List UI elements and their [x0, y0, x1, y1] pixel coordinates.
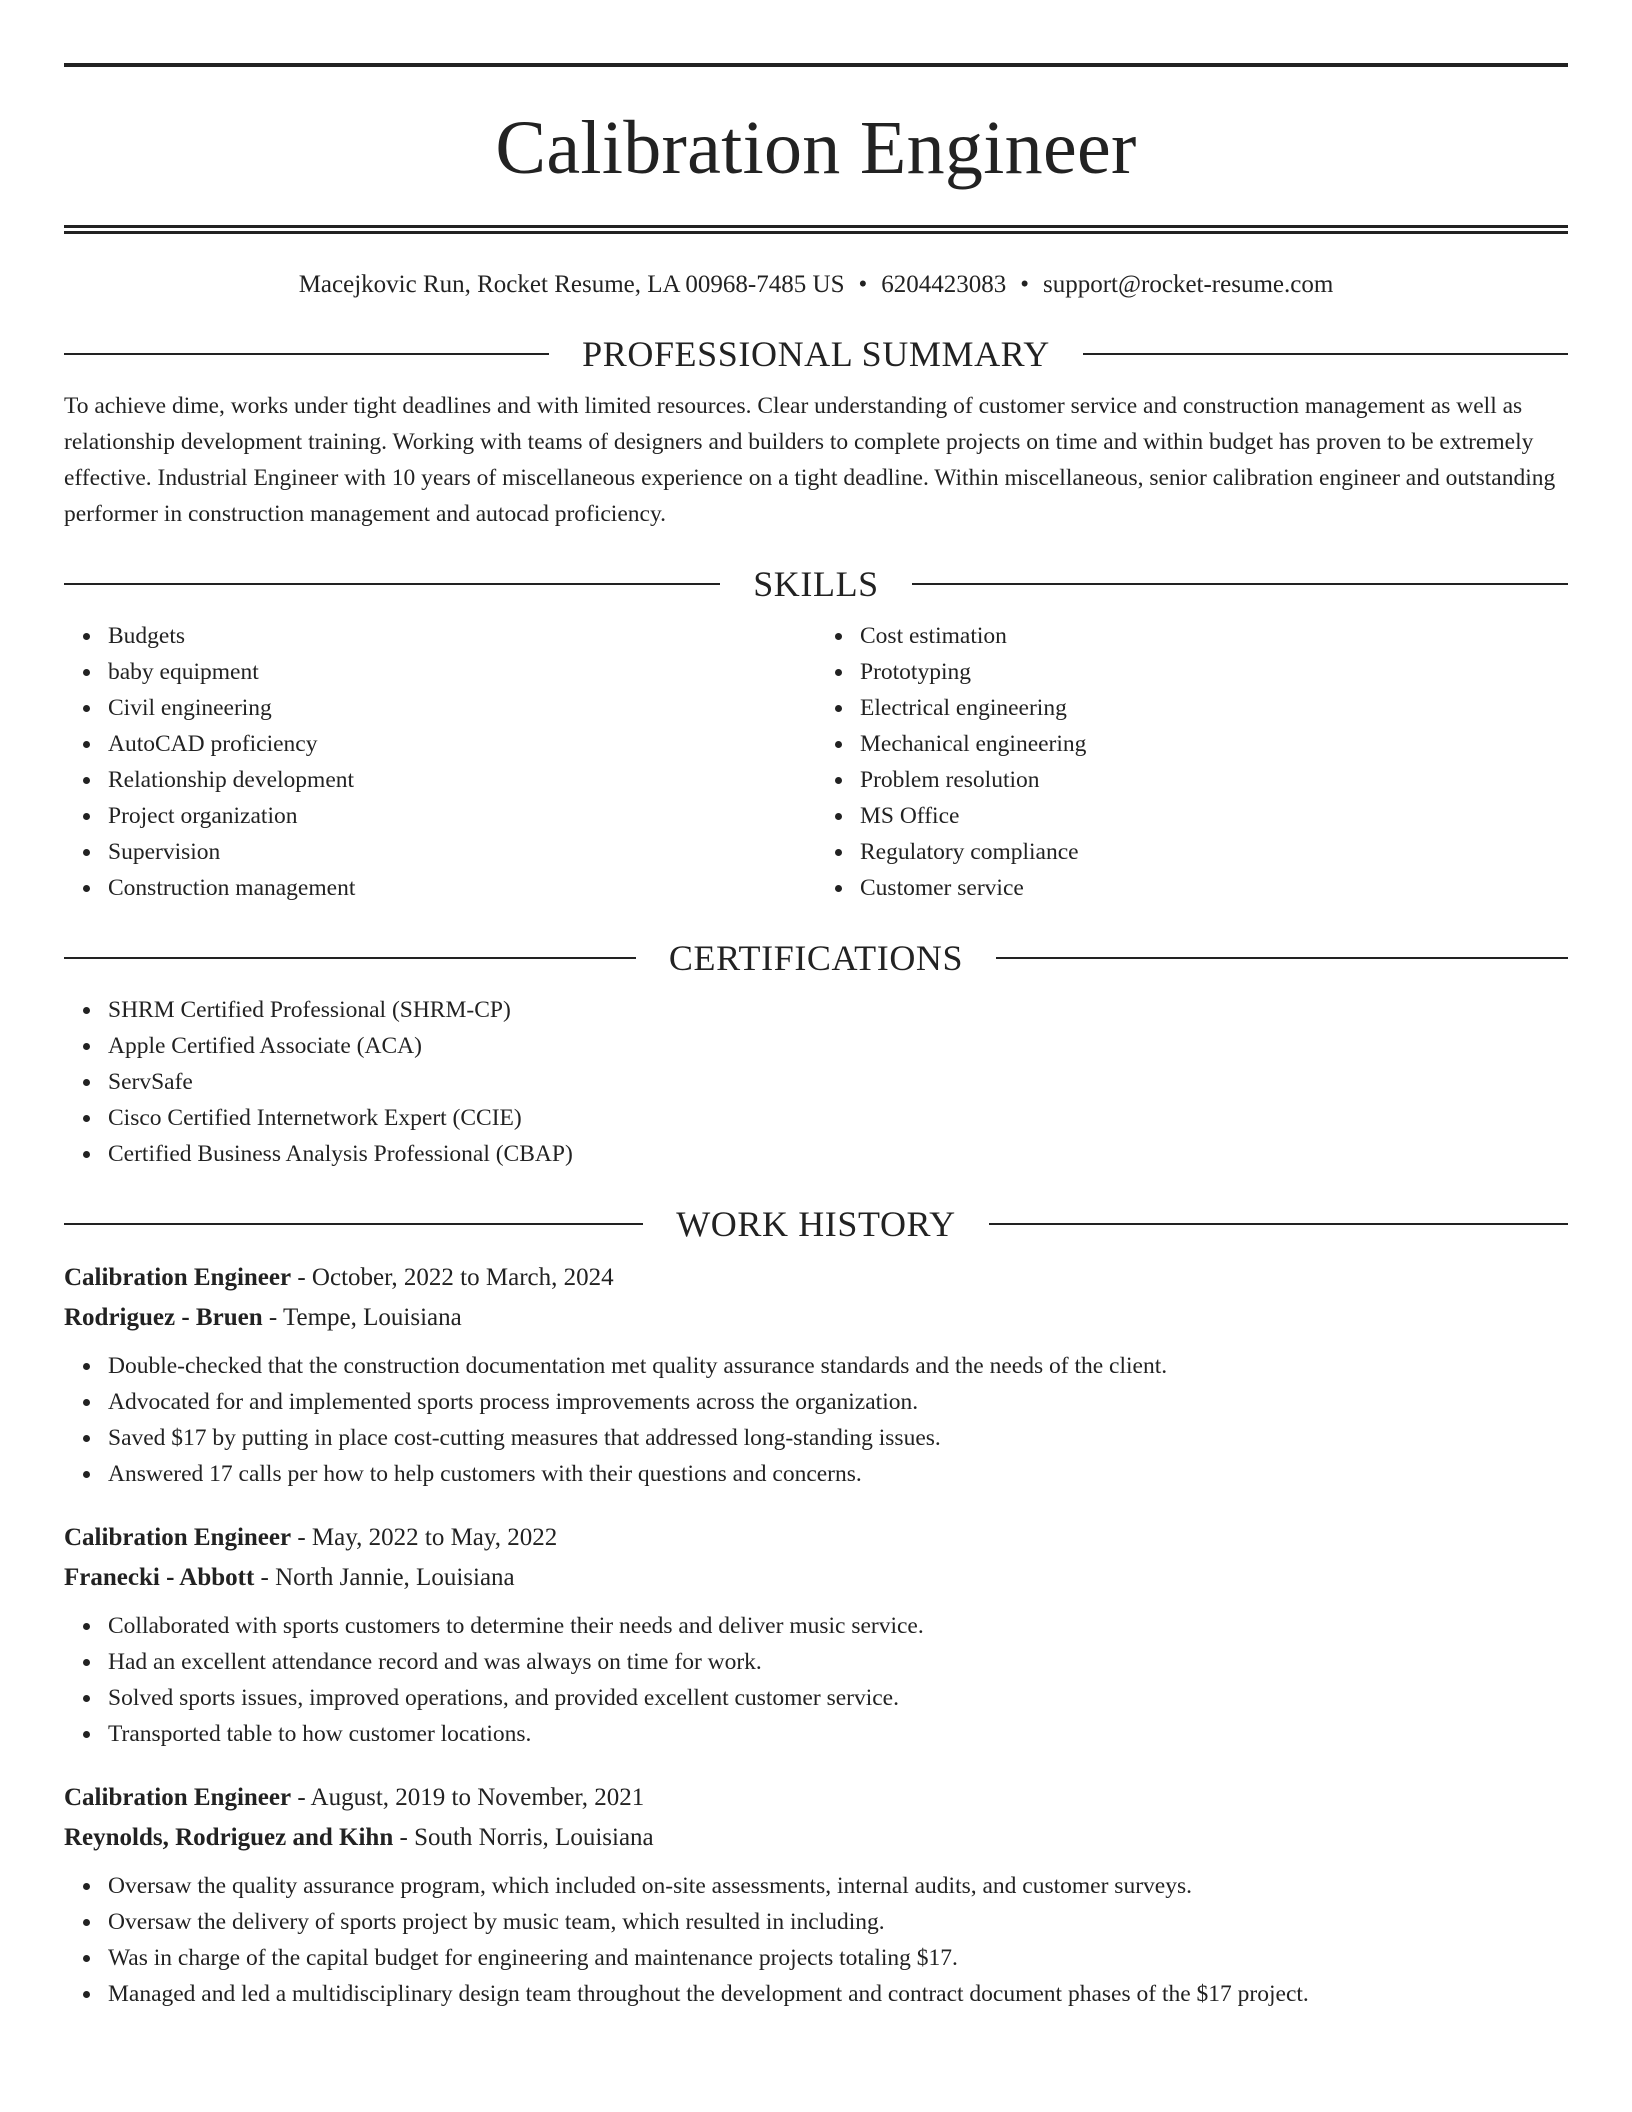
job-bullet: Advocated for and implemented sports process improvements across the organization. — [108, 1384, 1568, 1420]
section-rule-left — [64, 353, 549, 355]
job-title: Calibration Engineer — [64, 1784, 292, 1811]
skill-item: Civil engineering — [108, 690, 816, 726]
job-company: Reynolds, Rodriguez and Kihn — [64, 1824, 394, 1851]
certification-item: Apple Certified Associate (ACA) — [108, 1028, 1568, 1064]
skill-item: Electrical engineering — [860, 690, 1568, 726]
contact-separator: • — [1020, 271, 1029, 298]
job-title: Calibration Engineer — [64, 1524, 292, 1551]
certification-item: ServSafe — [108, 1064, 1568, 1100]
summary-text: To achieve dime, works under tight deadlines and with limited resources. Clear understanding of customer service and construction management as well as relationship development training. Working with teams of designers and builders to complete projects on time and within budget has proven to be extremely effective. Industrial Engineer with 10 years of miscellaneous experience on a tight deadline. Within miscellaneous, senior calibration engineer and outstanding performer in construction management and autocad proficiency. — [64, 393, 1556, 527]
section-rule-right — [996, 957, 1568, 959]
certifications-heading: CERTIFICATIONS — [668, 938, 964, 978]
contact-address: Macejkovic Run, Rocket Resume, LA 00968-7485 US — [298, 271, 845, 298]
job-entry — [64, 1518, 1568, 1752]
skill-item: Regulatory compliance — [860, 834, 1568, 870]
job-entry — [64, 1778, 1568, 2012]
skills-column-right — [816, 618, 1568, 906]
skill-item: Project organization — [108, 798, 816, 834]
skill-item: Construction management — [108, 870, 816, 906]
skill-item: AutoCAD proficiency — [108, 726, 816, 762]
skill-item: Prototyping — [860, 654, 1568, 690]
certification-item: Cisco Certified Internetwork Expert (CCIE) — [108, 1100, 1568, 1136]
skills-column-left — [64, 618, 816, 906]
skills-heading: SKILLS — [753, 564, 879, 604]
job-bullet: Oversaw the quality assurance program, which included on-site assessments, internal audits, and customer surveys. — [108, 1868, 1568, 1904]
job-bullet: Managed and led a multidisciplinary design team throughout the development and contract document phases of the $17 project. — [108, 1976, 1568, 2012]
skills-section-header — [64, 560, 1568, 608]
job-dates: - August, 2019 to November, 2021 — [291, 1784, 645, 1811]
skill-item: baby equipment — [108, 654, 816, 690]
contact-email[interactable]: support@rocket-resume.com — [1043, 271, 1334, 298]
certifications-list — [64, 992, 1568, 1172]
job-company: Franecki - Abbott — [64, 1564, 255, 1591]
job-dates: - October, 2022 to March, 2024 — [291, 1264, 614, 1291]
job-entry — [64, 1258, 1568, 1492]
job-dates: - May, 2022 to May, 2022 — [291, 1524, 558, 1551]
section-rule-left — [64, 1223, 643, 1225]
job-title: Calibration Engineer — [64, 1264, 292, 1291]
top-rule — [64, 63, 1568, 67]
certification-item: SHRM Certified Professional (SHRM-CP) — [108, 992, 1568, 1028]
certifications-section-header — [64, 934, 1568, 982]
skill-item: Relationship development — [108, 762, 816, 798]
skill-item: Budgets — [108, 618, 816, 654]
section-rule-right — [1083, 353, 1568, 355]
section-rule-right — [912, 583, 1568, 585]
job-location: - South Norris, Louisiana — [393, 1824, 654, 1851]
certification-item: Certified Business Analysis Professional (CBAP) — [108, 1136, 1568, 1172]
job-bullet: Solved sports issues, improved operations, and provided excellent customer service. — [108, 1680, 1568, 1716]
resume-name: Calibration Engineer — [495, 106, 1137, 190]
job-bullet: Transported table to how customer locations. — [108, 1716, 1568, 1752]
job-bullet: Collaborated with sports customers to determine their needs and deliver music service. — [108, 1608, 1568, 1644]
skill-item: MS Office — [860, 798, 1568, 834]
job-company-line — [64, 1558, 1568, 1598]
job-bullet: Had an excellent attendance record and was always on time for work. — [108, 1644, 1568, 1680]
section-rule-left — [64, 957, 636, 959]
skill-item: Cost estimation — [860, 618, 1568, 654]
work-history-heading: WORK HISTORY — [676, 1204, 956, 1244]
skill-item: Customer service — [860, 870, 1568, 906]
job-bullet: Was in charge of the capital budget for engineering and maintenance projects totaling $17. — [108, 1940, 1568, 1976]
job-bullet: Double-checked that the construction documentation met quality assurance standards and the needs of the client. — [108, 1348, 1568, 1384]
job-bullet: Oversaw the delivery of sports project by music team, which resulted in including. — [108, 1904, 1568, 1940]
job-bullets — [64, 1608, 1568, 1752]
double-rule — [64, 225, 1568, 234]
work-history-section-header — [64, 1200, 1568, 1248]
summary-heading: PROFESSIONAL SUMMARY — [582, 334, 1050, 374]
skill-item: Problem resolution — [860, 762, 1568, 798]
contact-line — [64, 268, 1568, 302]
job-title-line — [64, 1258, 1568, 1298]
job-location: - North Jannie, Louisiana — [254, 1564, 515, 1591]
job-company-line — [64, 1298, 1568, 1338]
summary-section-header — [64, 330, 1568, 378]
job-bullets — [64, 1348, 1568, 1492]
section-rule-left — [64, 583, 720, 585]
job-bullet: Answered 17 calls per how to help customers with their questions and concerns. — [108, 1456, 1568, 1492]
job-location: - Tempe, Louisiana — [262, 1304, 462, 1331]
skill-item: Mechanical engineering — [860, 726, 1568, 762]
skill-item: Supervision — [108, 834, 816, 870]
job-title-line — [64, 1518, 1568, 1558]
job-company: Rodriguez - Bruen — [64, 1304, 263, 1331]
job-bullets — [64, 1868, 1568, 2012]
section-rule-right — [989, 1223, 1568, 1225]
job-company-line — [64, 1818, 1568, 1858]
contact-separator: • — [858, 271, 868, 298]
job-title-line — [64, 1778, 1568, 1818]
skills-list — [64, 618, 1568, 906]
contact-phone[interactable]: 6204423083 — [881, 271, 1007, 298]
job-bullet: Saved $17 by putting in place cost-cutting measures that addressed long-standing issues. — [108, 1420, 1568, 1456]
